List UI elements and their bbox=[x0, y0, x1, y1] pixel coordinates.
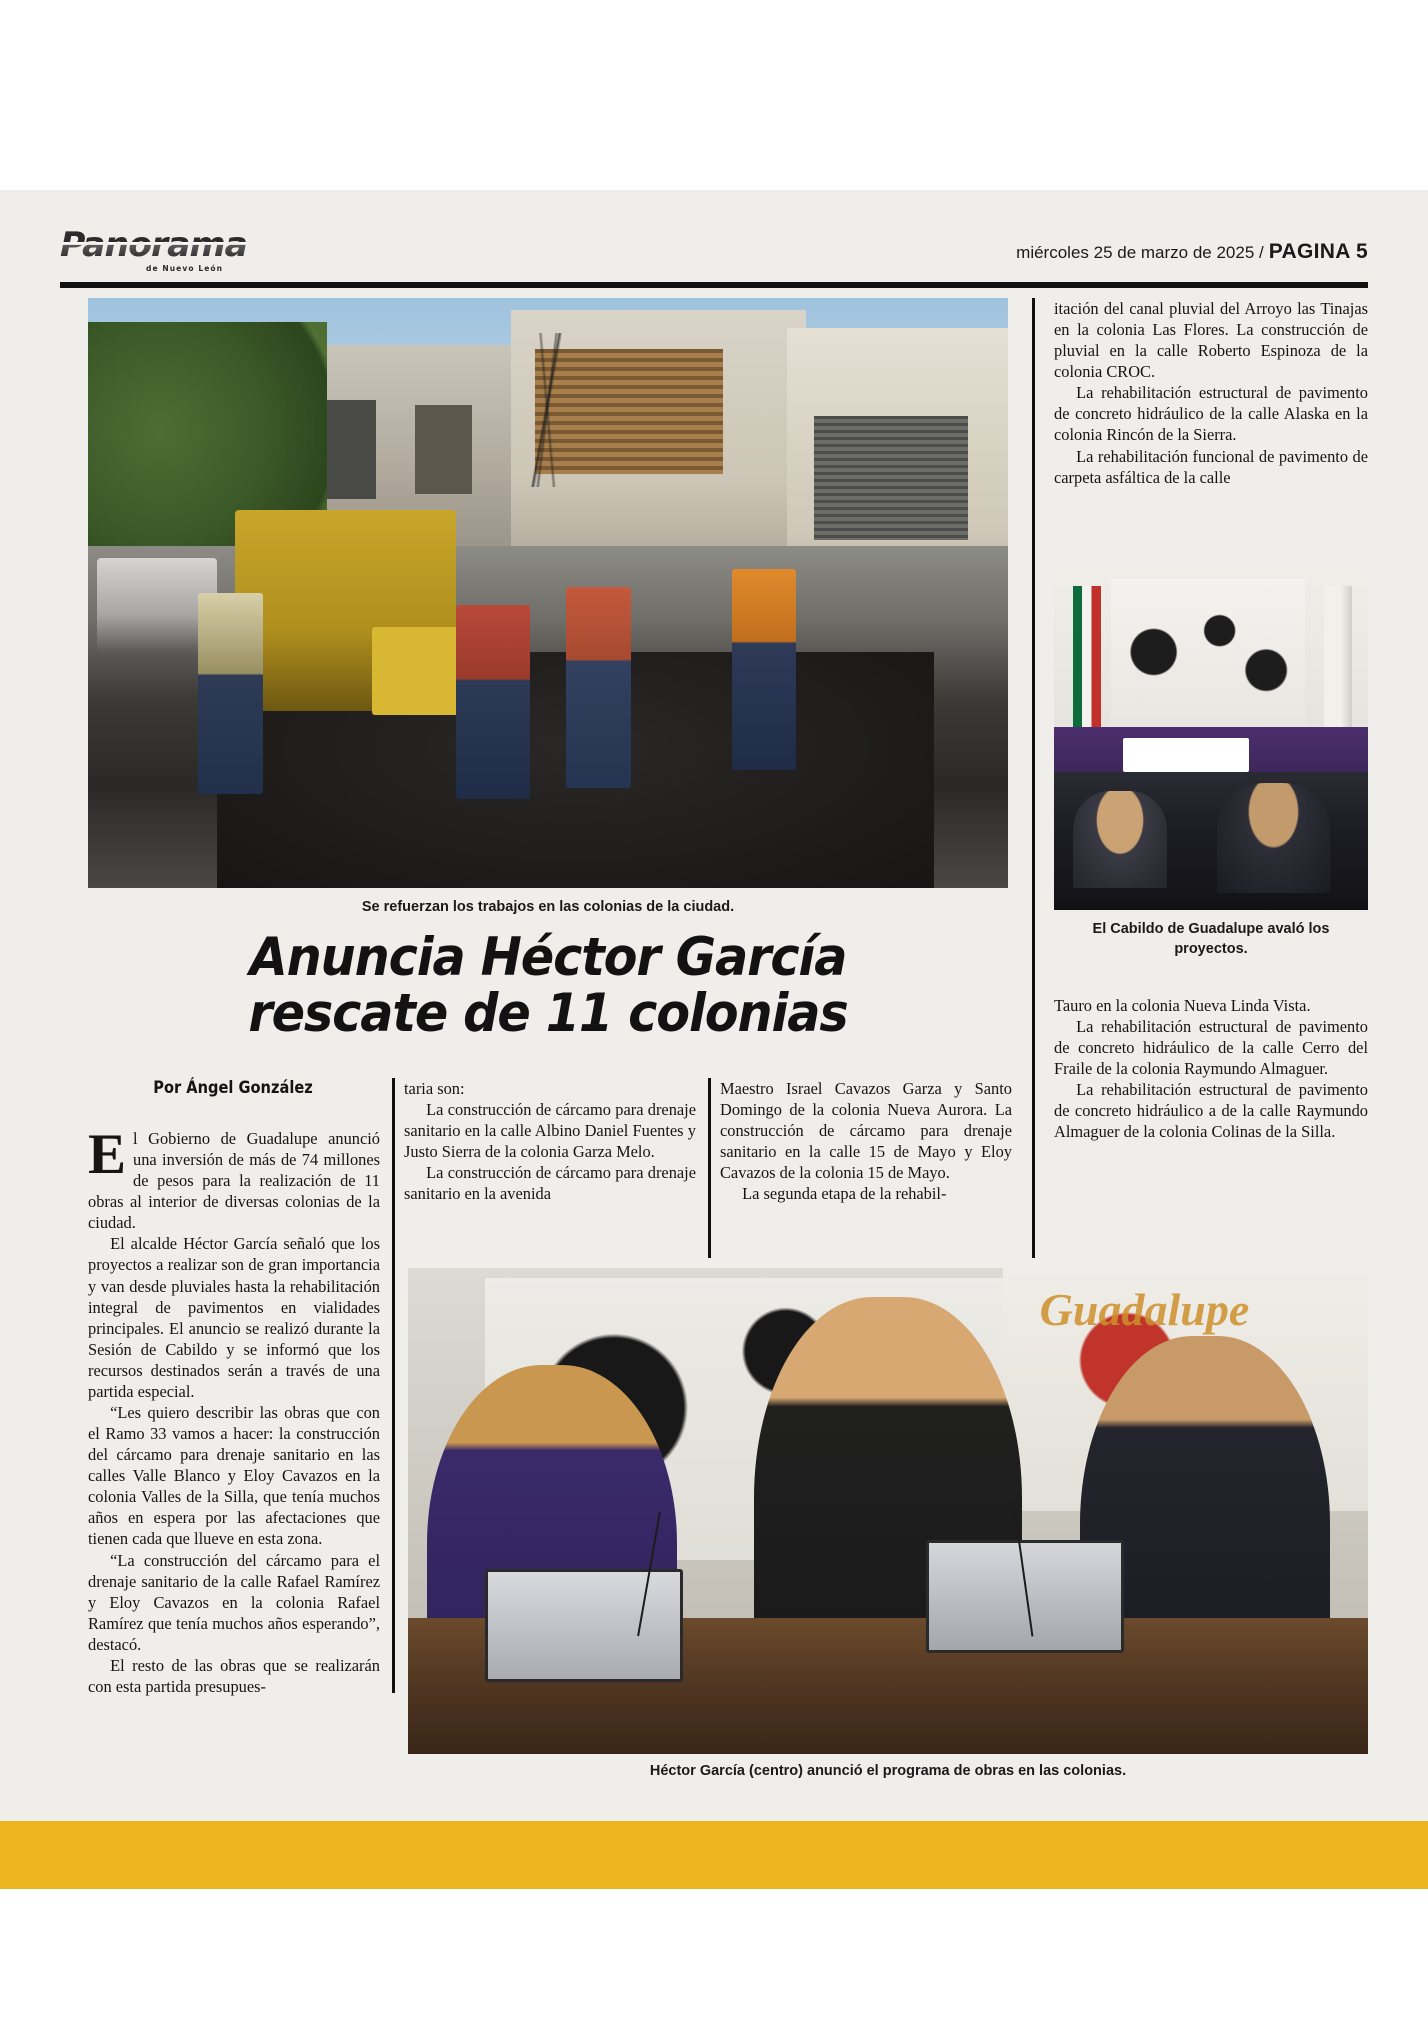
article-paragraph: La construcción de cárcamo para drenaje sanitario en la avenida bbox=[404, 1163, 696, 1204]
article-paragraph: “Les quiero describir las obras que con el Ramo 33 vamos a hacer: la construcción del cárcamo para drenaje sanitario en las calles Valle Blanco y Eloy Cavazos en la colonia Valles de la Silla, que tenía muchos años en espera por las afectaciones que tienen cada que llueve en esta zona. bbox=[88, 1403, 380, 1549]
photo-street-works bbox=[88, 298, 1008, 888]
article-paragraph: El Gobierno de Guadalupe anunció una inversión de más de 74 millones de pesos para la realización de 11 obras al interior de diversas colonias de la ciudad. bbox=[88, 1123, 380, 1233]
panorama-logo-text: Panorama bbox=[60, 225, 248, 265]
photo-council-session bbox=[1054, 565, 1368, 910]
photo-power-lines bbox=[88, 333, 1008, 486]
article-paragraph: La construcción de cárcamo para drenaje sanitario en la calle Albino Daniel Fuentes y Justo Sierra de la colonia Garza Melo. bbox=[404, 1100, 696, 1162]
article-paragraph: “La construcción del cárcamo para el drenaje sanitario de la calle Rafael Ramírez y Eloy Cavazos en la colonia Rafael Ramírez que tenía muchos años esperando”, destacó. bbox=[88, 1550, 380, 1654]
caption-council-session: El Cabildo de Guadalupe avaló los proyectos. bbox=[1092, 921, 1330, 957]
headline-line-2: rescate de 11 colonias bbox=[248, 983, 848, 1045]
column-divider-3 bbox=[1032, 298, 1035, 1258]
photo-worker-2 bbox=[456, 605, 530, 800]
article-paragraph: itación del canal pluvial del Arroyo las Tinajas en la colonia Las Flores. La construcción de pluvial en la calle Roberto Espinoza de la colonia CROC. bbox=[1054, 299, 1368, 382]
page-title bbox=[120, 927, 976, 1045]
masthead-rule bbox=[60, 282, 1368, 287]
article-column-2 bbox=[404, 1078, 696, 1204]
panorama-logo bbox=[60, 225, 248, 265]
photo-officials-dais bbox=[408, 1268, 1368, 1754]
article-column-3 bbox=[720, 1078, 1012, 1204]
dateline-date: miércoles 25 de marzo de 2025 / bbox=[1016, 243, 1264, 262]
article-column-4-top bbox=[1054, 298, 1368, 488]
article-paragraph: Tauro en la colonia Nueva Linda Vista. bbox=[1054, 996, 1311, 1015]
caption-officials-dais: Héctor García (centro) anunció el programa de obras en las colonias. bbox=[649, 1763, 1127, 1779]
footer-color-band bbox=[0, 1821, 1428, 1889]
photo-backhoe-loader bbox=[235, 510, 456, 711]
headline-line-1: Anuncia Héctor García bbox=[249, 927, 847, 988]
column-divider-2 bbox=[708, 1078, 711, 1258]
column-divider-1 bbox=[392, 1078, 395, 1693]
article-paragraph: La rehabilitación funcional de pavimento de carpeta asfáltica de la calle bbox=[1054, 446, 1368, 487]
photo-worker-3 bbox=[566, 587, 630, 788]
dateline bbox=[1016, 240, 1368, 264]
caption-street-works: Se refuerzan los trabajos en las colonias de la ciudad. bbox=[361, 899, 735, 915]
article-paragraph: La segunda etapa de la rehabil- bbox=[742, 1184, 947, 1204]
article-paragraph: El alcalde Héctor García señaló que los proyectos a realizar son de gran importancia y van desde pluviales hasta la rehabilitación integral de pavimentos en vialidades principales. El anuncio se realizó durante la Sesión de Cabildo y se informó que los recursos destinados serán a través de una partida especial. bbox=[88, 1234, 380, 1401]
photo-mural-wordmark: Guadalupe bbox=[1039, 1283, 1250, 1335]
photo-worker-4 bbox=[732, 569, 796, 770]
article-column-1 bbox=[88, 1123, 380, 1697]
article-paragraph: La rehabilitación estructural de pavimento de concreto hidráulico de la calle Alaska en la colonia Rincón de la Sierra. bbox=[1054, 383, 1368, 445]
photo-monitor-left bbox=[485, 1569, 683, 1682]
photo-worker-1 bbox=[198, 593, 262, 794]
masthead bbox=[60, 225, 1368, 280]
article-paragraph: taria son: bbox=[404, 1079, 465, 1098]
article-paragraph: La rehabilitación estructural de pavimento de concreto hidráulico de la calle Cerro del Fraile de la colonia Raymundo Almaguer. bbox=[1054, 1017, 1368, 1079]
article-column-4-bottom bbox=[1054, 995, 1368, 1143]
page-number-label: PAGINA 5 bbox=[1268, 240, 1368, 263]
article-paragraph: El resto de las obras que se realizarán con esta partida presupues- bbox=[88, 1655, 380, 1697]
article-paragraph: Maestro Israel Cavazos Garza y Santo Domingo de la colonia Nueva Aurora. La construcción de cárcamo para drenaje sanitario en la calle 15 de Mayo y Eloy Cavazos de la colonia 15 de Mayo. bbox=[720, 1079, 1012, 1183]
photo-foreground-attendees bbox=[1054, 772, 1368, 910]
article-paragraph: La rehabilitación estructural de pavimento de concreto hidráulico a de la calle Raymundo Almaguer de la colonia Colinas de la Silla. bbox=[1054, 1080, 1368, 1142]
byline: Por Ángel González bbox=[153, 1078, 313, 1098]
panorama-logo-subtitle: de Nuevo León bbox=[146, 264, 224, 273]
photo-guadalupe-banner bbox=[1123, 738, 1249, 773]
